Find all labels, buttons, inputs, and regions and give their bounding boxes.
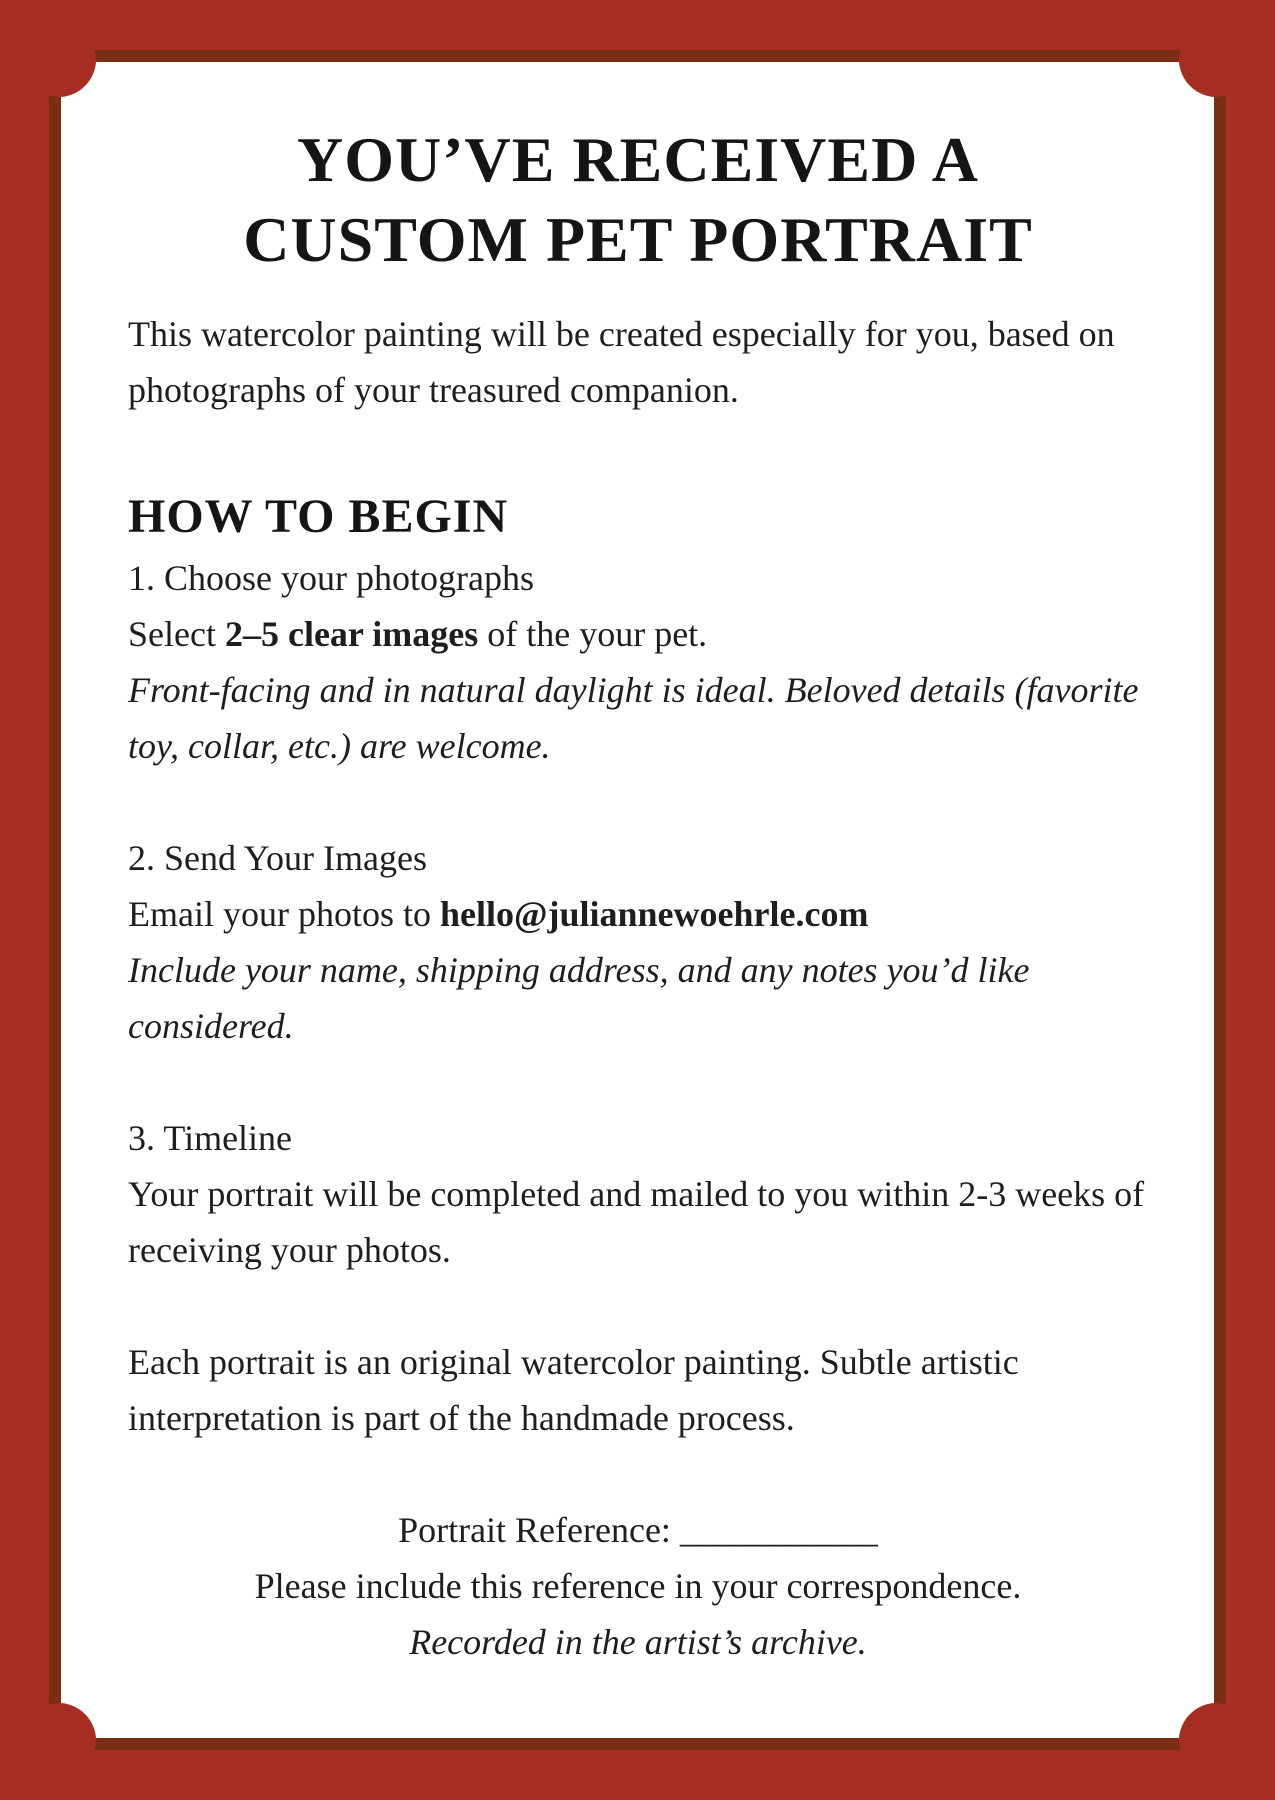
step-text xyxy=(128,886,1148,942)
step-timeline xyxy=(128,1110,1148,1278)
card-title xyxy=(128,120,1148,280)
how-to-begin-heading: HOW TO BEGIN xyxy=(128,490,509,543)
step-text-prefix: Email your photos to xyxy=(128,894,440,934)
reference-label: Portrait Reference: ___________ xyxy=(398,1510,878,1550)
step-title: 1. Choose your photographs xyxy=(128,558,534,598)
step-text-prefix: Select xyxy=(128,614,225,654)
closing-text: Each portrait is an original watercolor painting. Subtle artistic interpretation is part of the handmade process. xyxy=(128,1342,1019,1438)
step-text-highlight: 2–5 clear images xyxy=(224,614,479,654)
step-text xyxy=(128,606,1148,662)
pet-portrait-card xyxy=(128,120,1148,1740)
title-line-2: CUSTOM PET PORTRAIT xyxy=(243,204,1033,275)
step-note: Include your name, shipping address, and any notes you’d like considered. xyxy=(128,950,1030,1046)
portrait-reference xyxy=(128,1502,1148,1670)
intro-text: This watercolor painting will be created especially for you, based on photographs of your treasured companion. xyxy=(128,314,1115,410)
step-send-images xyxy=(128,830,1148,1054)
step-text-suffix: of the your pet. xyxy=(478,614,708,654)
title-line-1: YOU’VE RECEIVED A xyxy=(297,124,979,195)
step-title: 2. Send Your Images xyxy=(128,838,428,878)
step-title: 3. Timeline xyxy=(128,1118,293,1158)
step-choose-photographs xyxy=(128,550,1148,774)
reference-note: Recorded in the artist’s archive. xyxy=(409,1622,867,1662)
step-note: Front-facing and in natural daylight is ideal. Beloved details (favorite toy, collar, etc.) are welcome. xyxy=(128,670,1139,766)
reference-instruction: Please include this reference in your correspondence. xyxy=(254,1566,1022,1606)
email-address: hello@juliannewoehrle.com xyxy=(439,894,869,934)
step-text: Your portrait will be completed and mailed to you within 2-3 weeks of receiving your photos. xyxy=(128,1174,1145,1270)
